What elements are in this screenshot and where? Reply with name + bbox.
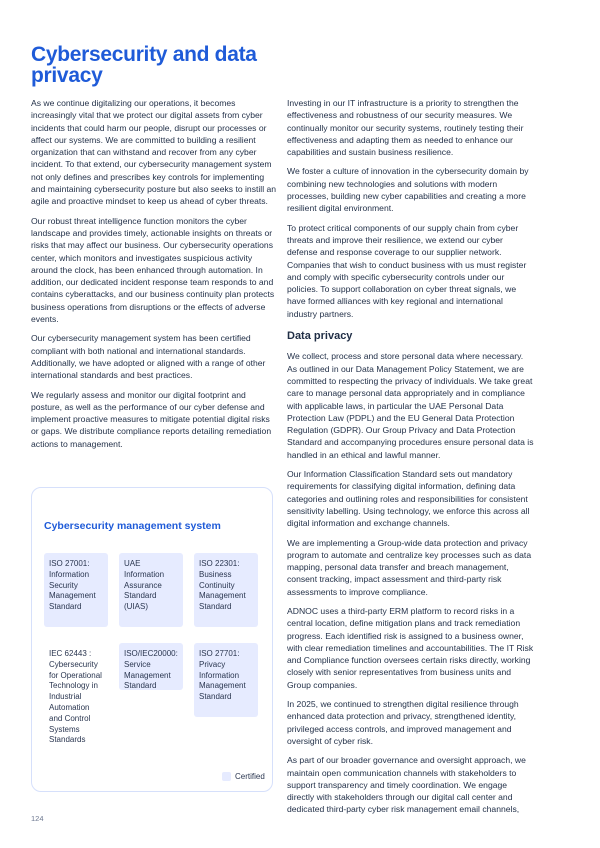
paragraph: ADNOC uses a third-party ERM platform to record risks in a central location, define mitigation plans and track remediation progress. Each identified risk is assigned to a business owner, with clear remediation timelines and accountabilities. The IT Risk and Compliance function oversees certain risks directly, working closely with senior representatives from business units and Group companies. xyxy=(287,605,534,690)
right-column xyxy=(287,97,535,823)
legend xyxy=(222,772,265,781)
standard-iso-27001: ISO 27001: Information Security Management Standard xyxy=(44,553,108,627)
paragraph: We foster a culture of innovation in the cybersecurity domain by combining new technologies and solutions with modern processes, building new cyber capabilities and creating a more resilient digital environment. xyxy=(287,166,529,214)
paragraph: We regularly assess and monitor our digital footprint and posture, as well as the performance of our cyber defense and implement proactive measures to mitigate potential digital risks or gaps. We distribute compliance reports detailing remediation actions to management. xyxy=(31,389,272,449)
standard-iso-iec-20000: ISO/IEC20000: Service Management Standard xyxy=(119,643,183,690)
paragraph: As part of our broader governance and oversight approach, we maintain open communication channels with stakeholders to support transparency and timely coordination. We engage directly with stakeholders through our digital call center and dedicated third-party cyber risk management email channels, xyxy=(287,755,526,815)
paragraph: Our Information Classification Standard sets out mandatory requirements for classifying digital information, defining data categories and outlining roles and responsibilities for consistent sensitivity labelling. Using technology, we enforce this across all digital information and exchange channels. xyxy=(287,469,530,529)
standard-iso-27701: ISO 27701: Privacy Information Management Standard xyxy=(194,643,258,717)
page-title: Cybersecurity and data privacy xyxy=(31,43,257,87)
paragraph: Our robust threat intelligence function monitors the cyber landscape and provides timely, actionable insights on threats or risks that may affect our business. Our cybersecurity operations center, which monitors and investigates suspicious activity around the clock, has been enhanced through automation. In addition, our dedicated incident response team responds to and contains cyberattacks, and our business continuity plan protects business operations from disruptions or the effects of adverse events. xyxy=(31,215,275,325)
paragraph: We are implementing a Group-wide data protection and privacy program to automate and centralize key processes such as data mapping, personal data transfer and breach management, consent tracking, impact assessment and third-party risk assessments to improve compliance. xyxy=(287,537,532,597)
paragraph: We collect, process and store personal data where necessary. As outlined in our Data Management Policy Statement, we are committed to respecting the privacy of individuals. We take great care to manage personal data appropriately and in compliance with applicable laws, in particular the UAE Personal Data Protection Law (PDPL) and the EU General Data Protection Regulation (GDPR). Our Group Privacy and Data Protection Standard and accompanying procedures ensure personal data is handled in an ethical and lawful manner. xyxy=(287,351,534,460)
paragraph: To protect critical components of our supply chain from cyber threats and improve their resilience, we extend our cyber defense and response coverage to our supplier network. Companies that wish to conduct business with us must register and comply with specific cybersecurity controls under our policies. To support collaboration on cyber threat signals, we have formed alliances with key regional and international industry partners. xyxy=(287,222,527,319)
legend-swatch xyxy=(222,772,231,781)
standard-iec-62443: IEC 62443 : Cybersecurity for Operational Technology in Industrial Automation and Control Systems Standards xyxy=(44,643,108,743)
section-heading: Data privacy xyxy=(287,330,353,343)
paragraph: Investing in our IT infrastructure is a priority to strengthen the effectiveness and robustness of our security measures. We continually monitor our security systems, routinely testing their effectiveness and adapting them as needed to enhance our capabilities and sustain business resilience. xyxy=(287,98,524,158)
cybersecurity-management-box xyxy=(31,487,273,792)
standard-uias: UAE Information Assurance Standard (UIAS) xyxy=(119,553,183,627)
paragraph: As we continue digitalizing our operations, it becomes increasingly vital that we protect our digital assets from cyber incidents that could harm our people, disrupt our processes or affect our systems. We are committed to building a resilient organization that can withstand and recover from any cyber incident. To that extend, our cybersecurity management system not only defines and prescribes key controls for implementing and maintaining cybersecurity posture but also seeks to instill an agile and proactive mindset to keep us ahead of cyber threats. xyxy=(31,98,277,207)
left-column xyxy=(31,97,279,457)
paragraph: Our cybersecurity management system has been certified compliant with both national and international standards. Additionally, we have adopted or aligned with a range of other international standards and best practices. xyxy=(31,333,266,381)
page-number: 124 xyxy=(31,814,44,823)
box-title: Cybersecurity management system xyxy=(44,520,221,532)
paragraph: In 2025, we continued to strengthen digital resilience through enhanced data protection and privacy, strengthened identity, privileged access controls, and improved management and oversight of cyber risk. xyxy=(287,699,519,746)
standard-iso-22301: ISO 22301: Business Continuity Management Standard xyxy=(194,553,258,627)
legend-label: Certified xyxy=(235,772,265,781)
